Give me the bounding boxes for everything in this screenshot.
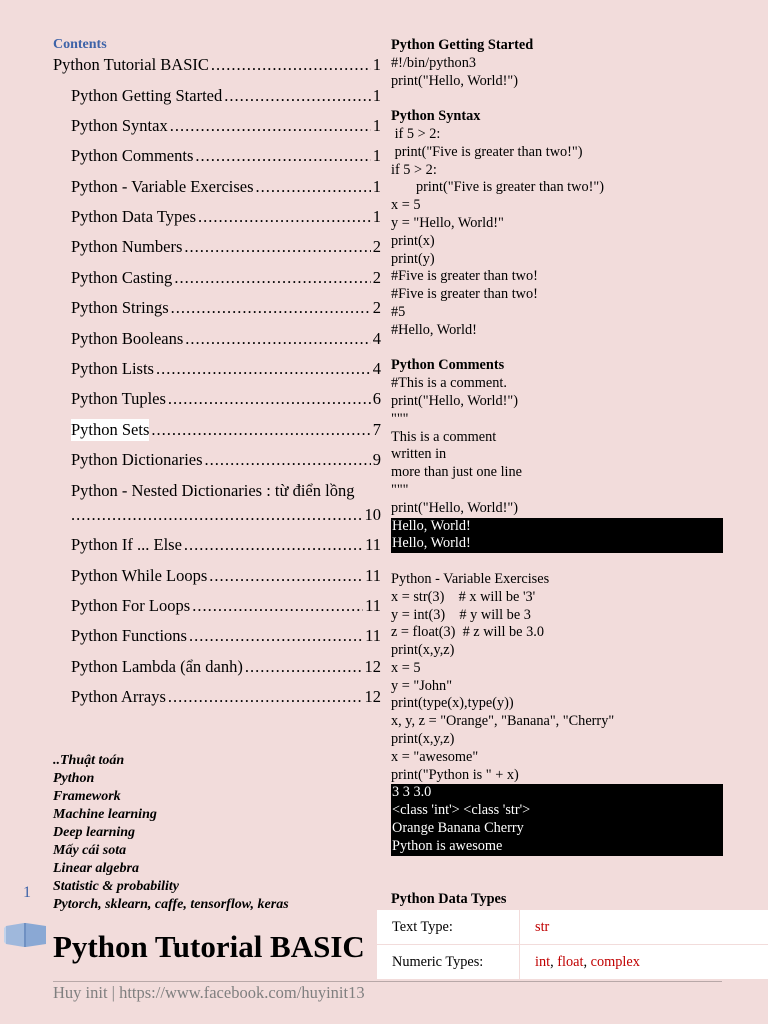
code-line: more than just one line (391, 464, 523, 481)
output-block (391, 784, 723, 855)
toc-leader (211, 54, 371, 76)
section-title: Python Data Types (391, 891, 507, 908)
toc-entry-title: Python Numbers (71, 237, 183, 256)
toc-entry[interactable] (71, 85, 381, 107)
section-title: Python Comments (391, 357, 505, 374)
type-name: float (557, 953, 584, 970)
toc-entry-page: 2 (372, 298, 381, 317)
code-line: z = float(3) # z will be 3.0 (391, 624, 544, 641)
toc-entry-title: Python If ... Else (71, 535, 182, 554)
toc-entry-page: 12 (364, 657, 381, 676)
toc-entry-title: Python - Variable Exercises (71, 177, 254, 196)
toc-entry[interactable] (71, 206, 381, 228)
toc-entry[interactable] (71, 534, 381, 556)
code-line: print("Hello, World!") (391, 499, 518, 516)
toc-entry-title: Python Getting Started (71, 86, 223, 105)
toc-entry[interactable] (71, 358, 381, 380)
toc-entry-page: 11 (365, 566, 381, 585)
code-line: x = str(3) # x will be '3' (391, 588, 536, 605)
toc-entry[interactable] (71, 236, 381, 258)
toc-leader (192, 595, 363, 617)
spacer (391, 873, 723, 891)
toc-entry-page: 9 (372, 450, 381, 469)
toc-leader (156, 358, 371, 380)
code-line: print("Five is greater than two!") (391, 179, 604, 196)
book-icon (4, 920, 48, 950)
toc-entry-page: 11 (365, 535, 381, 554)
toc-entry[interactable] (71, 145, 381, 167)
code-line: print("Hello, World!") (391, 72, 518, 89)
toc-entry-page: 2 (372, 237, 381, 256)
toc-entry-title: Python Strings (71, 298, 169, 317)
toc-entry-page: 12 (364, 687, 381, 706)
toc-leader (168, 686, 363, 708)
toc-entry-page: 2 (372, 268, 381, 287)
topic-item: Machine learning (53, 807, 157, 822)
table-value (519, 910, 768, 944)
separator: , (550, 953, 558, 970)
toc-entry[interactable] (71, 388, 381, 410)
code-line: y = "John" (391, 677, 453, 694)
toc-entry-title-wrapped[interactable]: Python - Nested Dictionaries : từ điển lồng (71, 481, 355, 500)
code-line: x = 5 (391, 659, 421, 676)
code-line: print("Python is " + x) (391, 766, 519, 783)
toc-entry-page: 1 (372, 55, 381, 74)
toc-leader (185, 328, 370, 350)
spacer (391, 856, 723, 874)
topic-item: Linear algebra (53, 861, 139, 876)
toc-entry[interactable] (71, 267, 381, 289)
toc-leader (209, 565, 363, 587)
page-number: 1 (23, 884, 31, 901)
topic-item: Deep learning (53, 825, 136, 840)
spacer (391, 340, 723, 358)
topic-item: Mấy cái sota (53, 843, 127, 858)
code-line: print(x,y,z) (391, 731, 455, 748)
toc-entry-title: Python Comments (71, 146, 194, 165)
code-line: x = 5 (391, 197, 421, 214)
toc-entry-page: 7 (372, 420, 381, 439)
code-line: #!/bin/python3 (391, 54, 476, 71)
output-block (391, 518, 723, 554)
section-title-plain: Python - Variable Exercises (391, 570, 550, 587)
toc-leader (189, 625, 363, 647)
footer-divider (53, 981, 722, 982)
toc-leader (256, 176, 371, 198)
code-line: written in (391, 446, 447, 463)
spacer (391, 90, 723, 108)
toc-entry[interactable] (71, 656, 381, 678)
data-types-table (377, 910, 768, 979)
toc-entry-page: 1 (372, 146, 381, 165)
toc-entry[interactable] (71, 115, 381, 137)
code-line: #Five is greater than two! (391, 268, 538, 285)
toc-leader (168, 388, 371, 410)
type-name: int (535, 953, 551, 970)
code-line: print(type(x),type(y)) (391, 695, 514, 712)
code-line: """ (391, 410, 409, 427)
toc-entry-title: Python While Loops (71, 566, 208, 585)
topic-item: Framework (53, 789, 121, 804)
code-line: y = "Hello, World!" (391, 214, 504, 231)
code-line: if 5 > 2: (391, 125, 441, 142)
toc-entry-title: Python Syntax (71, 116, 168, 135)
spacer (391, 553, 723, 571)
toc-entry-title: Python Lists (71, 359, 154, 378)
toc-leader (195, 145, 370, 167)
toc-entry[interactable] (71, 297, 381, 319)
toc-entry[interactable] (71, 504, 381, 526)
code-line: y = int(3) # y will be 3 (391, 606, 531, 623)
type-name: complex (590, 953, 640, 970)
toc-entry[interactable] (71, 449, 381, 471)
toc-leader (224, 85, 371, 107)
toc-entry[interactable] (71, 176, 381, 198)
code-line: #This is a comment. (391, 375, 507, 392)
code-line: x = "awesome" (391, 748, 479, 765)
toc-entry[interactable] (71, 595, 381, 617)
code-line: print("Hello, World!") (391, 392, 518, 409)
toc-leader (245, 656, 363, 678)
footer-text: Huy init | https://www.facebook.com/huyinit13 (53, 983, 365, 1002)
toc-entry-title: Python Tutorial BASIC (53, 55, 209, 74)
output-line: Orange Banana Cherry (392, 820, 524, 837)
table-key: Text Type: (392, 918, 453, 935)
table-row (377, 910, 768, 944)
code-line: """ (391, 481, 409, 498)
code-line: print(x) (391, 232, 435, 249)
table-row (377, 944, 768, 979)
toc-leader (198, 206, 371, 228)
toc-entry-title: Python Sets (71, 420, 150, 439)
toc-leader (174, 267, 370, 289)
toc-entry-title: Python Dictionaries (71, 450, 203, 469)
toc-leader (170, 115, 371, 137)
code-line: #Five is greater than two! (391, 286, 538, 303)
code-line: print(x,y,z) (391, 642, 455, 659)
toc-entry-page: 6 (372, 389, 381, 408)
toc-leader (71, 504, 363, 526)
toc-leader (184, 236, 370, 258)
toc-entry-title: Python Lambda (ẩn danh) (71, 657, 243, 676)
section-title: Python Syntax (391, 108, 481, 125)
toc-entry[interactable] (53, 54, 381, 76)
toc-entry-title: Python Booleans (71, 329, 184, 348)
toc-entry-page: 11 (365, 596, 381, 615)
output-line: Hello, World! (392, 517, 471, 534)
toc-entry[interactable] (71, 625, 381, 647)
separator: , (583, 953, 591, 970)
code-line: This is a comment (391, 428, 497, 445)
toc-entry-page: 1 (372, 86, 381, 105)
topics-list (53, 752, 289, 914)
toc-heading: Contents (53, 37, 107, 52)
toc-entry-page: 11 (365, 626, 381, 645)
toc-entry-page: 1 (372, 207, 381, 226)
toc-entry-title: Python Arrays (71, 687, 166, 706)
toc-entry-page: 10 (364, 505, 381, 524)
output-line: Hello, World! (392, 535, 471, 552)
output-line: Python is awesome (392, 837, 503, 854)
toc-leader (151, 419, 370, 441)
toc-entry[interactable] (71, 686, 381, 708)
toc-entry-title: Python Tuples (71, 389, 166, 408)
section-title: Python Getting Started (391, 37, 534, 53)
toc-leader (205, 449, 371, 471)
code-line: if 5 > 2: (391, 161, 437, 178)
topic-item: ..Thuật toán (53, 753, 125, 768)
topic-item: Pytorch, sklearn, caffe, tensorflow, keras (53, 897, 289, 912)
toc-entry-page: 4 (372, 329, 381, 348)
code-line: #Hello, World! (391, 321, 477, 338)
code-column (391, 37, 723, 909)
toc-entry-page: 1 (372, 177, 381, 196)
output-line: <class 'int'> <class 'str'> (392, 802, 531, 819)
toc-entry[interactable] (71, 328, 381, 350)
toc-entry-page: 1 (372, 116, 381, 135)
toc-entry-title: Python Data Types (71, 207, 197, 226)
table-value (519, 945, 768, 979)
toc-entry[interactable] (71, 419, 381, 441)
toc-entry-title: Python Casting (71, 268, 173, 287)
code-line: print(y) (391, 250, 435, 267)
topic-item: Python (53, 771, 95, 786)
toc-entry-page: 4 (372, 359, 381, 378)
toc-leader (171, 297, 371, 319)
toc-entry-title: Python Functions (71, 626, 187, 645)
toc-leader (184, 534, 363, 556)
code-line: x, y, z = "Orange", "Banana", "Cherry" (391, 713, 615, 730)
type-name: str (535, 918, 550, 935)
topic-item: Statistic & probability (53, 879, 180, 894)
toc-entry-title: Python For Loops (71, 596, 191, 615)
toc-entry[interactable] (71, 565, 381, 587)
code-line: #5 (391, 303, 406, 320)
output-line: 3 3 3.0 (392, 784, 432, 801)
document-title: Python Tutorial BASIC (53, 929, 365, 964)
code-line: print("Five is greater than two!") (391, 143, 583, 160)
table-key: Numeric Types: (392, 953, 484, 970)
